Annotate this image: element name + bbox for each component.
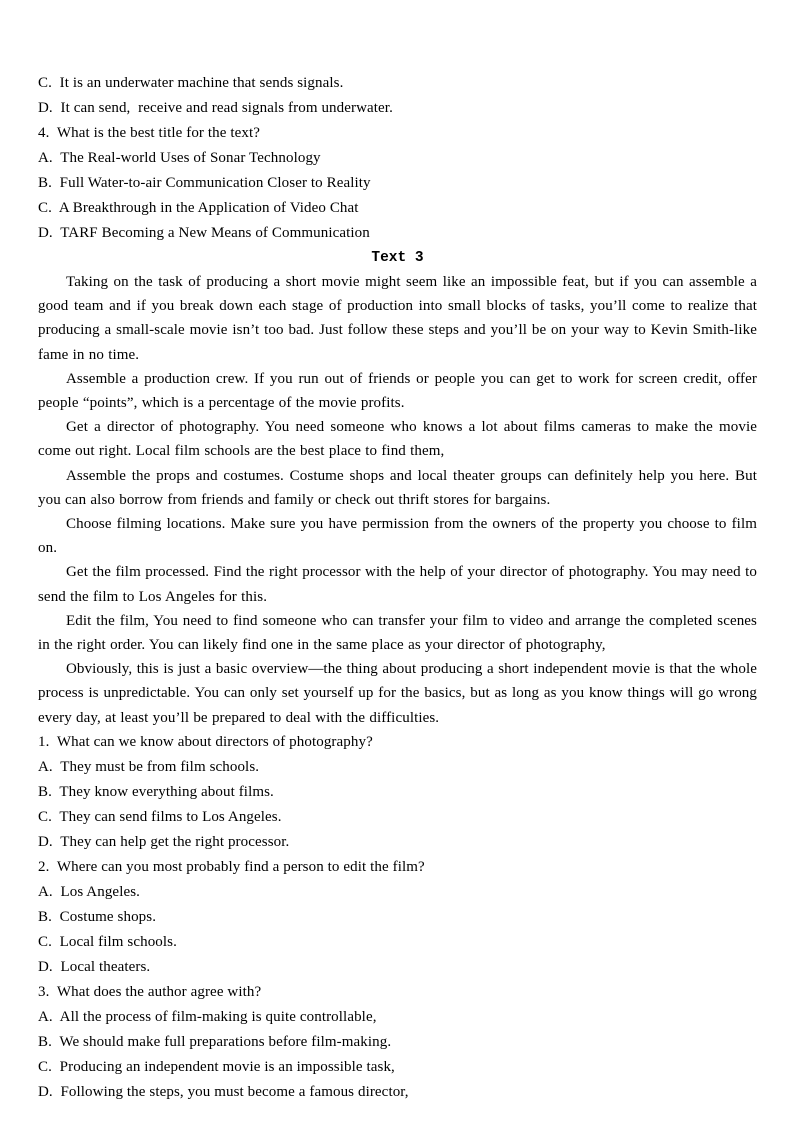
answer-option-d: D. It can send, receive and read signals from underwater. <box>38 100 393 116</box>
question-2-prompt: 2. Where can you most probably find a person to edit the film? <box>38 858 425 875</box>
question-1-option-d: D. They can help get the right processor. <box>38 833 290 850</box>
passage-paragraph-4: Assemble the props and costumes. Costume shops and local theater groups can definitely help you here. But you can also borrow from friends and family or check out thrift stores for bargains. <box>38 467 757 508</box>
question-3-option-b: B. We should make full preparations before film-making. <box>38 1033 392 1050</box>
question-2-option-a: A. Los Angeles. <box>38 883 141 900</box>
question-3-option-d: D. Following the steps, you must become a famous director, <box>38 1083 409 1100</box>
question-4-option-b: B. Full Water-to-air Communication Closer to Reality <box>38 175 371 191</box>
question-1-prompt: 1. What can we know about directors of photography? <box>38 733 373 750</box>
question-4-prompt: 4. What is the best title for the text? <box>38 125 260 141</box>
passage-paragraph-6: Get the film processed. Find the right processor with the help of your director of photography. You may need to send the film to Los Angeles for this. <box>38 564 757 605</box>
question-3-option-c: C. Producing an independent movie is an impossible task, <box>38 1058 395 1075</box>
passage-paragraph-3: Get a director of photography. You need someone who knows a lot about films cameras to make the movie come out right. Local film schools are the best place to find them, <box>38 419 757 460</box>
question-4-option-c: C. A Breakthrough in the Application of Video Chat <box>38 200 359 216</box>
passage-paragraph-5: Choose filming locations. Make sure you have permission from the owners of the property you choose to film on. <box>38 516 757 557</box>
question-2-option-c: C. Local film schools. <box>38 933 177 950</box>
question-1-option-b: B. They know everything about films. <box>38 783 274 800</box>
passage-paragraph-2: Assemble a production crew. If you run out of friends or people you can get to work for screen credit, offer people “points”, which is a percentage of the movie profits. <box>38 370 757 412</box>
question-1-option-c: C. They can send films to Los Angeles. <box>38 808 282 825</box>
question-2-option-b: B. Costume shops. <box>38 908 157 925</box>
passage-paragraph-1: Taking on the task of producing a short movie might seem like an impossible feat, but if you can assemble a good team and if you break down each stage of production into small blocks of tasks, you’ll come to realize that producing a small-scale movie isn’t too bad. Just follow these steps and you’ll be on your way to Kevin Smith-like fame in no time. <box>38 274 757 363</box>
passage-title: Text 3 <box>371 250 424 266</box>
passage-paragraph-8: Obviously, this is just a basic overview—the thing about producing a short independent movie is that the whole process is unpredictable. You can only set yourself up for the basics, but as long as you know things will go wrong every day, at least you’ll be prepared to deal with the difficulties. <box>38 661 757 726</box>
question-2-option-d: D. Local theaters. <box>38 958 151 975</box>
question-3-option-a: A. All the process of film-making is quite controllable, <box>38 1008 377 1025</box>
question-4-option-d: D. TARF Becoming a New Means of Communication <box>38 225 370 241</box>
question-3-prompt: 3. What does the author agree with? <box>38 983 262 1000</box>
question-1-option-a: A. They must be from film schools. <box>38 758 260 775</box>
question-4-option-a: A. The Real-world Uses of Sonar Technology <box>38 150 321 166</box>
passage-paragraph-7: Edit the film, You need to find someone who can transfer your film to video and arrange the completed scenes in the right order. You can likely find one in the same place as your director of photography, <box>38 612 757 654</box>
answer-option-c: C. It is an underwater machine that sends signals. <box>38 75 344 91</box>
